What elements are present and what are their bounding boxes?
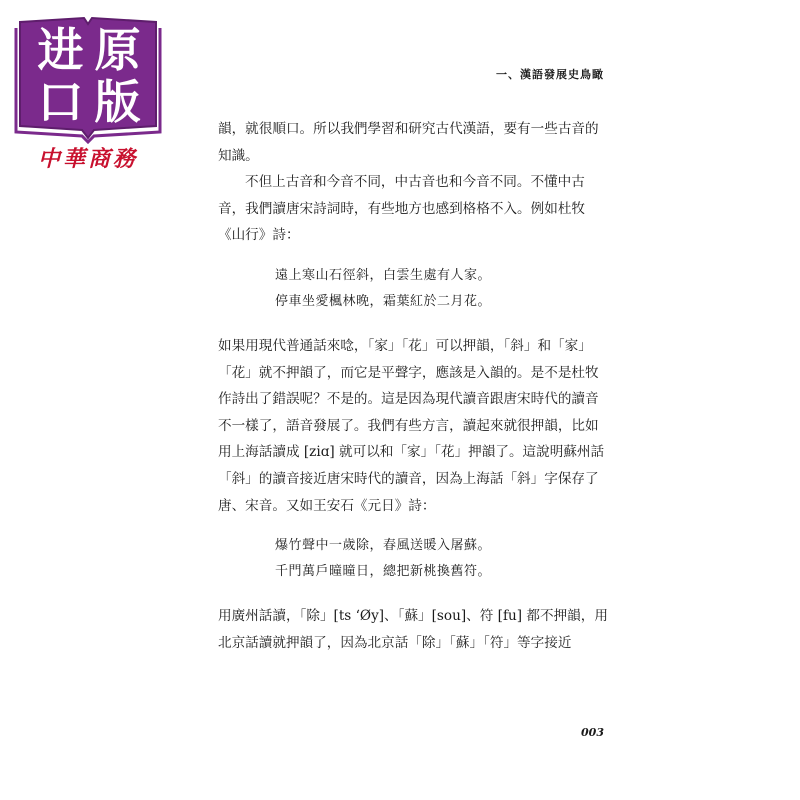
page-body [218, 116, 610, 656]
page-number: 003 [581, 726, 604, 739]
badge-char: 进 [37, 23, 84, 77]
poem-quote [218, 263, 610, 315]
paragraph: 不但上古音和今音不同，中古音也和今音不同。不懂中古音，我們讀唐宋詩詞時，有些地方也感到格格不入。例如杜牧《山行》詩： [218, 174, 586, 244]
publisher-logo: 中華商務 [37, 146, 138, 172]
poem-line: 遠上寒山石徑斜，白雲生處有人家。 [275, 267, 492, 283]
running-header: 一、漢語發展史鳥瞰 [496, 68, 604, 81]
poem-line: 爆竹聲中一歲除，春風送暖入屠蘇。 [275, 538, 492, 554]
paragraph: 用廣州話讀，「除」[ts ʻØy]、「蘇」[sou]、符 [fu] 都不押韻，用北京話讀就押韻了，因為北京話「除」「蘇」「符」等字接近 [218, 608, 608, 651]
badge-char: 版 [94, 75, 141, 129]
paragraph: 如果用現代普通話來唸，「家」「花」可以押韻，「斜」和「家」「花」就不押韻了，而它是平聲字，應該是入韻的。是不是杜牧作詩出了錯誤呢？不是的。這是因為現代讀音跟唐宋時代的讀音不一樣了，語音發展了。我們有些方言，讀起來就很押韻，比如用上海話讀成 [ziɑ] 就可以和「家」「花」押韻了。這說明蘇州話「斜」的讀音接近唐宋時代的讀音，因為上海話「斜」字保存了唐、宋音。又如王安石《元日》詩： [218, 337, 605, 514]
import-original-badge [14, 14, 162, 172]
poem-quote [218, 533, 610, 585]
badge-char: 口 [37, 75, 84, 129]
badge-char: 原 [94, 23, 141, 77]
poem-line: 千門萬戶曈曈日，總把新桃換舊符。 [275, 564, 492, 580]
poem-line: 停車坐愛楓林晚，霜葉紅於二月花。 [275, 293, 492, 309]
paragraph: 韻，就很順口。所以我們學習和研究古代漢語，要有一些古音的知識。 [218, 121, 599, 164]
